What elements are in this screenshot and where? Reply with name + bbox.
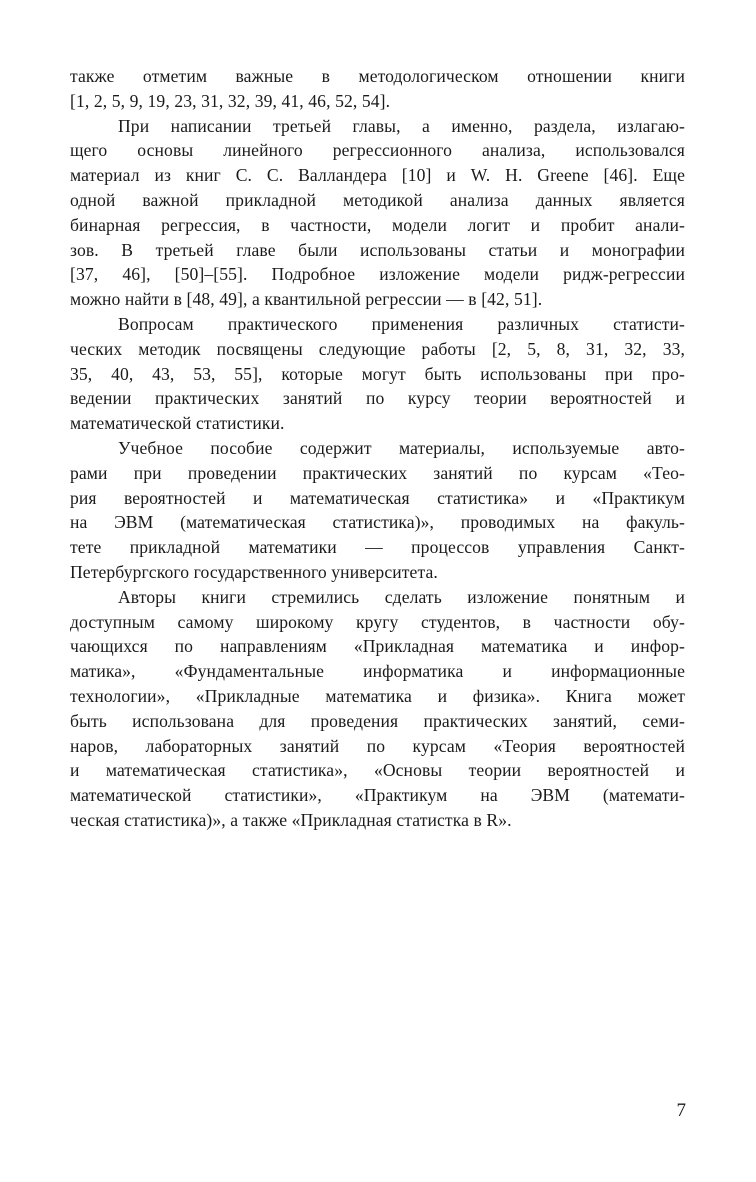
paragraph-2	[70, 114, 685, 312]
paragraph-5	[70, 585, 685, 833]
text-line: ческих методик посвящены следующие работы [2, 5, 8, 31, 32, 33,	[70, 338, 685, 359]
text-line: Петербургского государственного университета.	[70, 561, 438, 582]
paragraph-3	[70, 312, 685, 436]
text-line: щего основы линейного регрессионного анализа, использовался	[70, 140, 685, 161]
text-line: и математическая статистика», «Основы теории вероятностей и	[70, 760, 685, 781]
text-line: наров, лабораторных занятий по курсам «Теория вероятностей	[70, 735, 685, 756]
text-line: быть использована для проведения практических занятий, семи-	[70, 710, 685, 731]
text-line: также отметим важные в методологическом отношении книги	[70, 66, 685, 86]
text-line: рия вероятностей и математическая статистика» и «Практикум	[70, 487, 685, 508]
text-line: ведении практических занятий по курсу теории вероятностей и	[70, 388, 685, 409]
text-line: зов. В третьей главе были использованы статьи и монографии	[70, 239, 685, 260]
text-line: Вопросам практического применения различных статисти-	[118, 313, 685, 334]
text-line: математической статистики.	[70, 413, 285, 434]
text-line: технологии», «Прикладные математика и физика». Книга может	[70, 685, 685, 706]
text-line: математической статистики», «Практикум на ЭВМ (математи-	[70, 785, 685, 806]
paragraph-1	[70, 64, 685, 114]
text-line: ческая статистика)», а также «Прикладная статистка в R».	[70, 809, 512, 830]
text-line: доступным самому широкому кругу студентов, в частности обу-	[70, 611, 685, 632]
text-line: матика», «Фундаментальные информатика и информационные	[70, 661, 685, 682]
text-line: тете прикладной математики — процессов управления Санкт-	[70, 537, 685, 558]
text-line: При написании третьей главы, а именно, раздела, излагаю-	[118, 115, 685, 136]
text-line: можно найти в [48, 49], а квантильной регрессии — в [42, 51].	[70, 289, 543, 310]
page-body	[70, 64, 685, 833]
paragraph-4	[70, 436, 685, 585]
text-line: на ЭВМ (математическая статистика)», проводимых на факуль-	[70, 512, 685, 533]
text-line: рами при проведении практических занятий по курсам «Тео-	[70, 462, 685, 483]
text-line: Учебное пособие содержит материалы, используемые авто-	[118, 437, 685, 458]
text-line: Авторы книги стремились сделать изложение понятным и	[118, 586, 685, 607]
text-line: чающихся по направлениям «Прикладная математика и инфор-	[70, 636, 685, 657]
text-line: [37, 46], [50]–[55]. Подробное изложение модели ридж-регрессии	[70, 264, 685, 285]
text-line: бинарная регрессия, в частности, модели логит и пробит анали-	[70, 214, 685, 235]
page-number: 7	[676, 1100, 686, 1121]
text-line: одной важной прикладной методикой анализа данных является	[70, 189, 685, 210]
text-line: материал из книг С. С. Валландера [10] и W. H. Greene [46]. Еще	[70, 165, 685, 186]
text-line: [1, 2, 5, 9, 19, 23, 31, 32, 39, 41, 46, 52, 54].	[70, 90, 391, 111]
text-line: 35, 40, 43, 53, 55], которые могут быть использованы при про-	[70, 363, 685, 384]
